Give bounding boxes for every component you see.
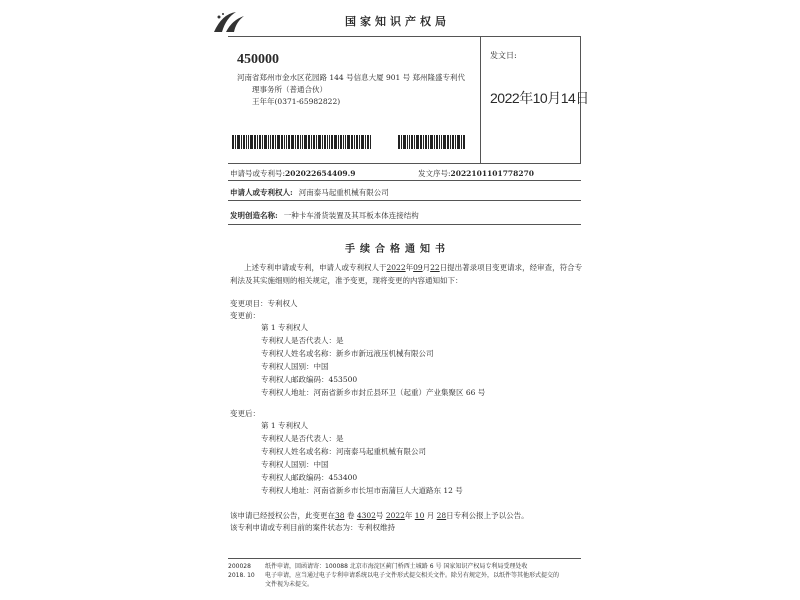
pub-text-2: 日专利公报上予以公告。	[446, 511, 529, 520]
intro-month-char: 月	[422, 263, 431, 272]
intro-year: 2022	[386, 263, 406, 272]
application-no: 202022654409.9	[285, 169, 356, 178]
intro-line-1	[244, 262, 582, 273]
applicant-row	[230, 187, 389, 198]
after-label: 变更后：	[230, 409, 260, 418]
form-version: 2018. 10	[228, 572, 255, 579]
form-code: 200028	[228, 563, 251, 570]
header-bottom-rule	[228, 163, 581, 164]
before-line: 第 1 专利权人	[261, 323, 309, 332]
pub-volume: 38	[335, 511, 345, 520]
before-line: 专利权人姓名或名称：新乡市新远液压机械有限公司	[261, 349, 434, 358]
serial-label: 发文序号:	[418, 169, 451, 178]
after-line: 专利权人姓名或名称：河南泰马起重机械有限公司	[261, 447, 426, 456]
after-line: 第 1 专利权人	[261, 421, 309, 430]
pub-month: 10	[414, 511, 425, 520]
after-line: 专利权人邮政编码：453400	[261, 473, 358, 482]
publication-line	[230, 510, 529, 521]
intro-text-2: 日提出著录项目变更请求，经审查，符合专	[439, 263, 583, 272]
invention-label: 发明创造名称:	[230, 211, 278, 220]
pub-issue: 4302	[356, 511, 376, 520]
info-rule-3	[228, 224, 581, 225]
intro-text-1: 上述专利申请或专利，申请人或专利权人于	[244, 263, 387, 272]
info-rule-2	[228, 200, 581, 201]
header-top-rule	[228, 36, 581, 37]
cnipa-logo-icon	[212, 10, 246, 34]
serial-row	[418, 168, 534, 179]
electronic-instructions-1: 电子申请，应当通过电子专利申请系统以电子文件形式提交相关文件。除另有规定外，以纸件等其他形式提交的	[265, 572, 560, 579]
send-date-divider	[480, 36, 481, 163]
after-line: 专利权人是否代表人：是	[261, 434, 344, 443]
pub-juan: 卷	[346, 511, 355, 520]
intro-day: 22	[430, 263, 440, 272]
serial-no: 2022101101778270	[450, 169, 535, 178]
info-rule-1	[228, 180, 581, 181]
application-no-row	[230, 168, 355, 179]
postcode: 450000	[237, 52, 279, 67]
intro-line-2: 利法及其实施细则的相关规定，准予变更，现将变更的内容通知如下：	[230, 276, 463, 285]
before-line: 专利权人国别：中国	[261, 362, 329, 371]
pub-text-1: 该申请已经授权公告，此变更在	[230, 511, 335, 520]
before-line: 专利权人地址：河南省新乡市封丘县环卫（起重）产业集聚区 66 号	[261, 388, 486, 397]
pub-year-char: 年	[404, 511, 413, 520]
invention-title: 一种卡车滑货装置及其耳板本体连接结构	[283, 211, 419, 220]
invention-row	[230, 210, 419, 221]
barcode-left	[232, 135, 372, 149]
send-date-label: 发文日:	[490, 51, 517, 60]
application-no-label: 申请号或专利号:	[230, 169, 286, 178]
document-title: 手续合格通知书	[345, 244, 450, 255]
electronic-instructions-2: 文件视为未提交。	[265, 581, 314, 588]
intro-year-char: 年	[405, 263, 414, 272]
before-line: 专利权人是否代表人：是	[261, 336, 344, 345]
barcode-right	[398, 135, 466, 149]
change-item: 变更项目：专利权人	[230, 299, 298, 308]
pub-year: 2022	[385, 511, 405, 520]
applicant: 河南泰马起重机械有限公司	[298, 188, 389, 197]
address-line-1: 河南省郑州市金水区花园路 144 号信息大厦 901 号 郑州隆盛专利代	[237, 73, 466, 82]
footer-rule	[228, 558, 581, 559]
before-label: 变更前：	[230, 311, 260, 320]
office-name: 国家知识产权局	[345, 15, 450, 28]
send-date-value: 2022年10月14日	[490, 90, 589, 106]
pub-hao: 号	[375, 511, 384, 520]
after-line: 专利权人国别：中国	[261, 460, 329, 469]
address-line-2: 理事务所（普通合伙）	[252, 85, 327, 94]
mail-instructions: 纸件申请，回函请寄：100088 北京市海淀区蓟门桥西土城路 6 号 国家知识产权局专利局受理处收	[265, 563, 528, 570]
after-line: 专利权人地址：河南省新乡市长垣市南蒲巨人大道路东 12 号	[261, 486, 463, 495]
intro-month: 09	[413, 263, 423, 272]
case-status: 该专利申请或专利目前的案件状态为：专利权维持	[230, 523, 395, 532]
before-line: 专利权人邮政编码：453500	[261, 375, 358, 384]
pub-day: 28	[436, 511, 447, 520]
pub-month-char: 月	[426, 511, 435, 520]
applicant-label: 申请人或专利权人:	[230, 188, 293, 197]
contact: 王年年(0371-65982822)	[252, 97, 341, 106]
